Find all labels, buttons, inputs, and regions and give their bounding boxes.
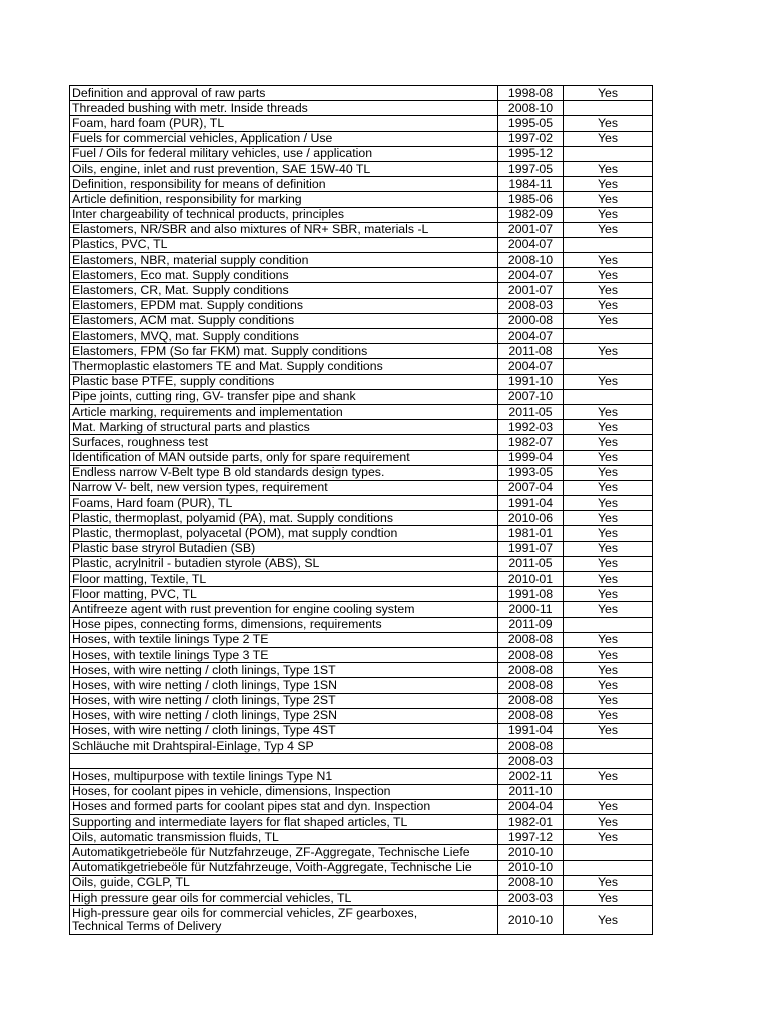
flag-cell	[564, 237, 653, 252]
description-cell: Oils, guide, CGLP, TL	[70, 875, 498, 890]
flag-cell: Yes	[564, 556, 653, 571]
flag-cell	[564, 754, 653, 769]
description-cell: Identification of MAN outside parts, only for spare requirement	[70, 450, 498, 465]
table-row	[70, 602, 653, 617]
date-cell: 1997-02	[498, 131, 564, 146]
table-row	[70, 86, 653, 101]
date-cell: 1991-08	[498, 587, 564, 602]
flag-cell: Yes	[564, 480, 653, 495]
flag-cell: Yes	[564, 344, 653, 359]
table-row	[70, 890, 653, 905]
description-cell: Elastomers, NR/SBR and also mixtures of NR+ SBR, materials -L	[70, 222, 498, 237]
flag-cell: Yes	[564, 708, 653, 723]
table-row	[70, 496, 653, 511]
date-cell: 2010-06	[498, 511, 564, 526]
description-cell: Elastomers, CR, Mat. Supply conditions	[70, 283, 498, 298]
table-row	[70, 161, 653, 176]
table-row	[70, 101, 653, 116]
table-row	[70, 845, 653, 860]
date-cell: 1984-11	[498, 177, 564, 192]
table-row	[70, 450, 653, 465]
description-cell: Hoses, with wire netting / cloth linings, Type 2ST	[70, 693, 498, 708]
description-cell: Definition and approval of raw parts	[70, 86, 498, 101]
description-cell: Elastomers, FPM (So far FKM) mat. Supply conditions	[70, 344, 498, 359]
table-row	[70, 177, 653, 192]
flag-cell: Yes	[564, 890, 653, 905]
description-cell: Hoses, with textile linings Type 2 TE	[70, 632, 498, 647]
description-cell: Hoses, for coolant pipes in vehicle, dimensions, Inspection	[70, 784, 498, 799]
date-cell: 2008-10	[498, 253, 564, 268]
description-cell: Schläuche mit Drahtspiral-Einlage, Typ 4 SP	[70, 739, 498, 754]
flag-cell	[564, 146, 653, 161]
description-cell: Fuels for commercial vehicles, Application / Use	[70, 131, 498, 146]
table-row	[70, 313, 653, 328]
date-cell: 1999-04	[498, 450, 564, 465]
table-row	[70, 435, 653, 450]
table-row	[70, 799, 653, 814]
date-cell: 2008-10	[498, 875, 564, 890]
date-cell: 2011-09	[498, 617, 564, 632]
table-row	[70, 146, 653, 161]
description-cell: Floor matting, Textile, TL	[70, 572, 498, 587]
flag-cell: Yes	[564, 283, 653, 298]
description-cell: High-pressure gear oils for commercial vehicles, ZF gearboxes, Technical Terms of Delivery	[70, 906, 498, 935]
date-cell: 2000-08	[498, 313, 564, 328]
flag-cell: Yes	[564, 177, 653, 192]
description-cell: Elastomers, Eco mat. Supply conditions	[70, 268, 498, 283]
description-cell	[70, 754, 498, 769]
date-cell: 2002-11	[498, 769, 564, 784]
flag-cell: Yes	[564, 632, 653, 647]
description-cell: Elastomers, ACM mat. Supply conditions	[70, 313, 498, 328]
flag-cell	[564, 845, 653, 860]
table-row	[70, 526, 653, 541]
date-cell: 2010-10	[498, 845, 564, 860]
table-row	[70, 283, 653, 298]
description-cell: Oils, engine, inlet and rust prevention, SAE 15W-40 TL	[70, 161, 498, 176]
description-cell: Narrow V- belt, new version types, requirement	[70, 480, 498, 495]
flag-cell: Yes	[564, 663, 653, 678]
table-row	[70, 389, 653, 404]
date-cell: 1982-07	[498, 435, 564, 450]
table-row	[70, 207, 653, 222]
table-row	[70, 329, 653, 344]
table-row	[70, 875, 653, 890]
flag-cell: Yes	[564, 830, 653, 845]
description-cell: Mat. Marking of structural parts and plastics	[70, 420, 498, 435]
flag-cell: Yes	[564, 693, 653, 708]
date-cell: 1981-01	[498, 526, 564, 541]
date-cell: 1982-01	[498, 815, 564, 830]
date-cell: 2008-08	[498, 739, 564, 754]
standards-table	[69, 85, 653, 935]
flag-cell	[564, 617, 653, 632]
date-cell: 1997-12	[498, 830, 564, 845]
flag-cell: Yes	[564, 511, 653, 526]
description-cell: Hoses, with wire netting / cloth linings, Type 1ST	[70, 663, 498, 678]
date-cell: 2004-07	[498, 359, 564, 374]
description-cell: Fuel / Oils for federal military vehicles, use / application	[70, 146, 498, 161]
flag-cell: Yes	[564, 815, 653, 830]
description-cell: Supporting and intermediate layers for flat shaped articles, TL	[70, 815, 498, 830]
description-cell: Automatikgetriebeöle für Nutzfahrzeuge, Voith-Aggregate, Technische Lie	[70, 860, 498, 875]
date-cell: 2008-08	[498, 678, 564, 693]
date-cell: 2008-08	[498, 708, 564, 723]
description-cell: Plastic, acrylnitril - butadien styrole (ABS), SL	[70, 556, 498, 571]
date-cell: 2003-03	[498, 890, 564, 905]
date-cell: 1991-07	[498, 541, 564, 556]
description-cell: Pipe joints, cutting ring, GV- transfer pipe and shank	[70, 389, 498, 404]
flag-cell: Yes	[564, 404, 653, 419]
date-cell: 1998-08	[498, 86, 564, 101]
date-cell: 2001-07	[498, 283, 564, 298]
date-cell: 2011-10	[498, 784, 564, 799]
table-row	[70, 511, 653, 526]
date-cell: 1991-04	[498, 496, 564, 511]
flag-cell: Yes	[564, 875, 653, 890]
flag-cell: Yes	[564, 769, 653, 784]
table-row	[70, 784, 653, 799]
description-cell: Article marking, requirements and implementation	[70, 404, 498, 419]
description-cell: Antifreeze agent with rust prevention for engine cooling system	[70, 602, 498, 617]
flag-cell	[564, 101, 653, 116]
table-row	[70, 723, 653, 738]
table-row	[70, 754, 653, 769]
description-cell: Endless narrow V-Belt type B old standards design types.	[70, 465, 498, 480]
table-row	[70, 480, 653, 495]
table-row	[70, 906, 653, 935]
date-cell: 2010-10	[498, 860, 564, 875]
description-cell: Plastic base PTFE, supply conditions	[70, 374, 498, 389]
table-row	[70, 541, 653, 556]
flag-cell: Yes	[564, 253, 653, 268]
table-row	[70, 815, 653, 830]
table-row	[70, 192, 653, 207]
table-row	[70, 237, 653, 252]
description-cell: Hose pipes, connecting forms, dimensions, requirements	[70, 617, 498, 632]
flag-cell: Yes	[564, 541, 653, 556]
table-row	[70, 693, 653, 708]
description-cell: Plastics, PVC, TL	[70, 237, 498, 252]
table-row	[70, 647, 653, 662]
date-cell: 2007-04	[498, 480, 564, 495]
table-row	[70, 116, 653, 131]
date-cell: 2001-07	[498, 222, 564, 237]
table-row	[70, 131, 653, 146]
description-cell: Surfaces, roughness test	[70, 435, 498, 450]
table-row	[70, 268, 653, 283]
table-row	[70, 222, 653, 237]
date-cell: 1993-05	[498, 465, 564, 480]
date-cell: 2008-08	[498, 663, 564, 678]
flag-cell: Yes	[564, 496, 653, 511]
table-row	[70, 556, 653, 571]
description-cell: Thermoplastic elastomers TE and Mat. Supply conditions	[70, 359, 498, 374]
date-cell: 1985-06	[498, 192, 564, 207]
description-cell: Hoses and formed parts for coolant pipes stat and dyn. Inspection	[70, 799, 498, 814]
table-row	[70, 344, 653, 359]
table-row	[70, 663, 653, 678]
description-cell: Article definition, responsibility for marking	[70, 192, 498, 207]
flag-cell	[564, 389, 653, 404]
date-cell: 2011-05	[498, 556, 564, 571]
flag-cell: Yes	[564, 313, 653, 328]
table-row	[70, 404, 653, 419]
description-cell: Inter chargeability of technical products, principles	[70, 207, 498, 222]
flag-cell: Yes	[564, 723, 653, 738]
description-cell: Oils, automatic transmission fluids, TL	[70, 830, 498, 845]
standards-table-body	[70, 86, 653, 935]
flag-cell: Yes	[564, 268, 653, 283]
table-row	[70, 860, 653, 875]
description-cell: Plastic base stryrol Butadien (SB)	[70, 541, 498, 556]
flag-cell: Yes	[564, 420, 653, 435]
flag-cell	[564, 329, 653, 344]
date-cell: 2004-04	[498, 799, 564, 814]
table-row	[70, 678, 653, 693]
table-row	[70, 708, 653, 723]
flag-cell: Yes	[564, 222, 653, 237]
date-cell: 1995-05	[498, 116, 564, 131]
date-cell: 1991-10	[498, 374, 564, 389]
date-cell: 2010-10	[498, 906, 564, 935]
date-cell: 1982-09	[498, 207, 564, 222]
flag-cell: Yes	[564, 572, 653, 587]
description-cell: Plastic, thermoplast, polyamid (PA), mat. Supply conditions	[70, 511, 498, 526]
flag-cell: Yes	[564, 298, 653, 313]
flag-cell: Yes	[564, 131, 653, 146]
flag-cell	[564, 739, 653, 754]
flag-cell: Yes	[564, 526, 653, 541]
date-cell: 2008-08	[498, 647, 564, 662]
flag-cell: Yes	[564, 450, 653, 465]
date-cell: 2000-11	[498, 602, 564, 617]
date-cell: 2007-10	[498, 389, 564, 404]
date-cell: 2004-07	[498, 329, 564, 344]
flag-cell: Yes	[564, 906, 653, 935]
date-cell: 1992-03	[498, 420, 564, 435]
date-cell: 2008-10	[498, 101, 564, 116]
table-row	[70, 298, 653, 313]
table-row	[70, 572, 653, 587]
table-row	[70, 587, 653, 602]
date-cell: 1997-05	[498, 161, 564, 176]
description-cell: Hoses, with wire netting / cloth linings, Type 2SN	[70, 708, 498, 723]
flag-cell: Yes	[564, 647, 653, 662]
flag-cell: Yes	[564, 602, 653, 617]
table-row	[70, 465, 653, 480]
description-cell: Threaded bushing with metr. Inside threads	[70, 101, 498, 116]
date-cell: 2004-07	[498, 268, 564, 283]
table-row	[70, 420, 653, 435]
date-cell: 2011-05	[498, 404, 564, 419]
flag-cell	[564, 784, 653, 799]
description-cell: Definition, responsibility for means of definition	[70, 177, 498, 192]
description-cell: Plastic, thermoplast, polyacetal (POM), mat supply condtion	[70, 526, 498, 541]
flag-cell: Yes	[564, 374, 653, 389]
description-cell: Hoses, multipurpose with textile linings Type N1	[70, 769, 498, 784]
flag-cell: Yes	[564, 587, 653, 602]
date-cell: 1995-12	[498, 146, 564, 161]
description-cell: Elastomers, MVQ, mat. Supply conditions	[70, 329, 498, 344]
table-row	[70, 830, 653, 845]
date-cell: 2008-08	[498, 632, 564, 647]
flag-cell	[564, 860, 653, 875]
table-row	[70, 769, 653, 784]
date-cell: 2008-08	[498, 693, 564, 708]
date-cell: 2008-03	[498, 754, 564, 769]
table-row	[70, 374, 653, 389]
flag-cell: Yes	[564, 116, 653, 131]
flag-cell: Yes	[564, 465, 653, 480]
table-row	[70, 359, 653, 374]
flag-cell: Yes	[564, 678, 653, 693]
description-cell: Hoses, with wire netting / cloth linings, Type 1SN	[70, 678, 498, 693]
table-row	[70, 253, 653, 268]
table-row	[70, 739, 653, 754]
description-cell: Elastomers, EPDM mat. Supply conditions	[70, 298, 498, 313]
description-cell: Automatikgetriebeöle für Nutzfahrzeuge, ZF-Aggregate, Technische Liefe	[70, 845, 498, 860]
description-cell: Hoses, with wire netting / cloth linings, Type 4ST	[70, 723, 498, 738]
flag-cell: Yes	[564, 86, 653, 101]
date-cell: 2010-01	[498, 572, 564, 587]
flag-cell	[564, 359, 653, 374]
flag-cell: Yes	[564, 192, 653, 207]
flag-cell: Yes	[564, 435, 653, 450]
flag-cell: Yes	[564, 799, 653, 814]
flag-cell: Yes	[564, 161, 653, 176]
description-cell: Foams, Hard foam (PUR), TL	[70, 496, 498, 511]
flag-cell: Yes	[564, 207, 653, 222]
description-cell: Foam, hard foam (PUR), TL	[70, 116, 498, 131]
date-cell: 1991-04	[498, 723, 564, 738]
description-cell: High pressure gear oils for commercial vehicles, TL	[70, 890, 498, 905]
table-row	[70, 632, 653, 647]
description-cell: Hoses, with textile linings Type 3 TE	[70, 647, 498, 662]
date-cell: 2011-08	[498, 344, 564, 359]
table-row	[70, 617, 653, 632]
description-cell: Floor matting, PVC, TL	[70, 587, 498, 602]
date-cell: 2004-07	[498, 237, 564, 252]
description-cell: Elastomers, NBR, material supply condition	[70, 253, 498, 268]
date-cell: 2008-03	[498, 298, 564, 313]
